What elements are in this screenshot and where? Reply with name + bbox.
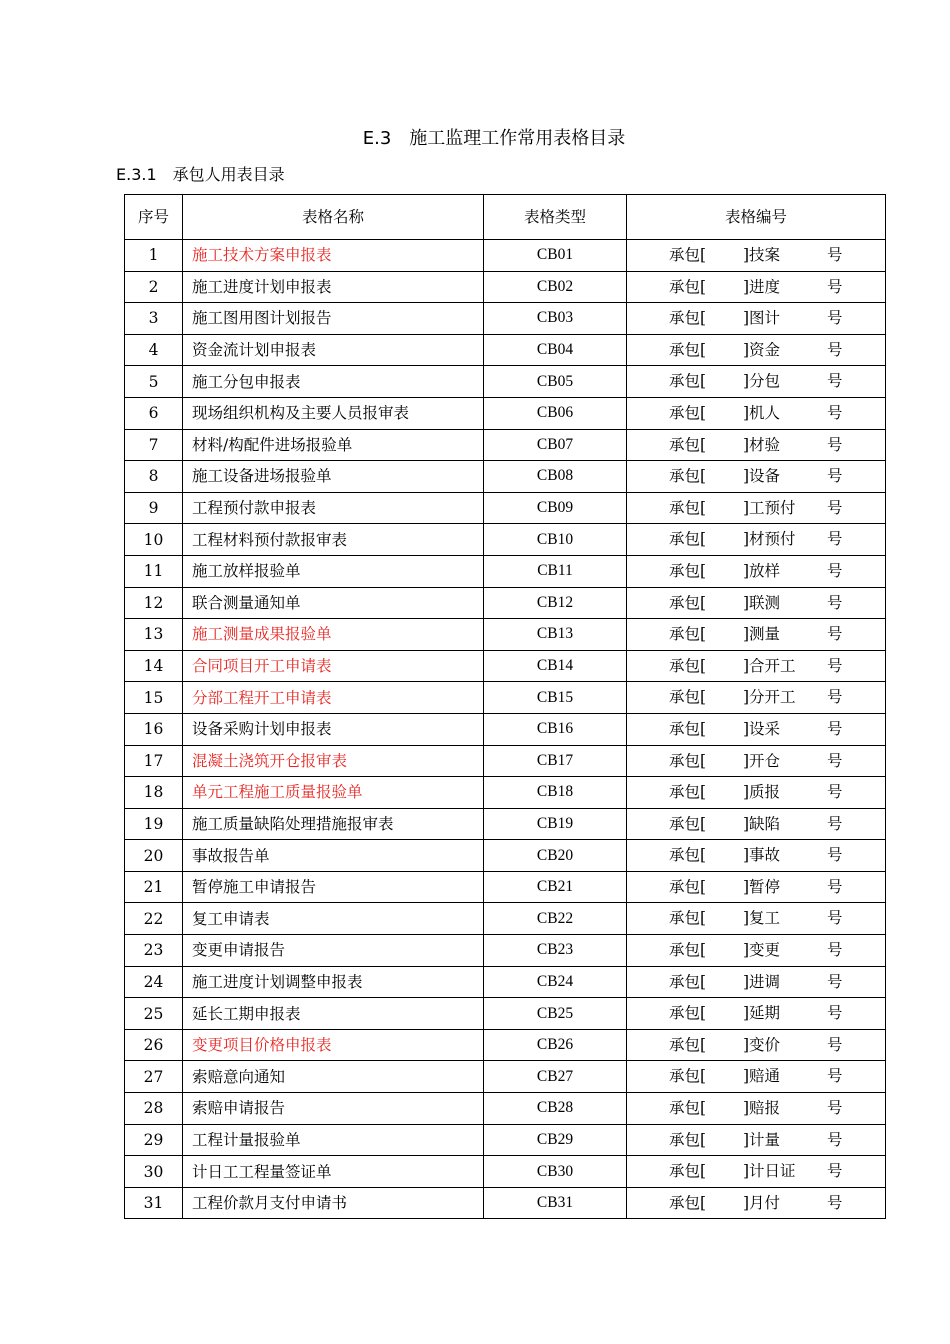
table-row [125, 713, 886, 745]
table-row [125, 271, 886, 303]
row-form-code [627, 1156, 886, 1188]
row-form-type: CB03 [484, 303, 627, 335]
table-row [125, 1156, 886, 1188]
row-form-name: 设备采购计划申报表 [183, 713, 484, 745]
code-abbreviation: ]变价 [743, 1035, 781, 1054]
row-serial: 16 [125, 713, 183, 745]
code-number-mark: 号 [827, 719, 843, 738]
row-serial: 4 [125, 334, 183, 366]
code-abbreviation: ]设采 [743, 719, 781, 738]
code-abbreviation: ]赔通 [743, 1067, 781, 1086]
code-prefix: 承包[ [669, 372, 707, 391]
row-form-type: CB16 [484, 713, 627, 745]
row-form-name: 联合测量通知单 [183, 587, 484, 619]
row-form-name: 施工图用图计划报告 [183, 303, 484, 335]
row-form-name: 资金流计划申报表 [183, 334, 484, 366]
code-number-mark: 号 [827, 277, 843, 296]
row-form-type: CB22 [484, 903, 627, 935]
row-form-type: CB10 [484, 524, 627, 556]
row-serial: 10 [125, 524, 183, 556]
row-form-type: CB17 [484, 745, 627, 777]
code-prefix: 承包[ [669, 309, 707, 328]
row-form-type: CB21 [484, 871, 627, 903]
table-row [125, 555, 886, 587]
row-form-name: 工程计量报验单 [183, 1124, 484, 1156]
code-prefix: 承包[ [669, 1130, 707, 1149]
code-number-mark: 号 [827, 403, 843, 422]
row-form-code [627, 871, 886, 903]
code-abbreviation: ]设备 [743, 467, 781, 486]
table-row [125, 808, 886, 840]
row-form-name: 分部工程开工申请表 [183, 682, 484, 714]
row-form-name: 现场组织机构及主要人员报审表 [183, 397, 484, 429]
row-serial: 26 [125, 1029, 183, 1061]
row-form-code [627, 840, 886, 872]
table-row [125, 240, 886, 272]
code-abbreviation: ]赔报 [743, 1099, 781, 1118]
row-form-type: CB24 [484, 966, 627, 998]
row-serial: 31 [125, 1187, 183, 1219]
row-form-code [627, 808, 886, 840]
header-form-type: 表格类型 [484, 195, 627, 240]
code-number-mark: 号 [827, 1193, 843, 1212]
code-number-mark: 号 [827, 751, 843, 770]
row-form-code [627, 966, 886, 998]
table-row [125, 461, 886, 493]
code-number-mark: 号 [827, 1162, 843, 1181]
row-serial: 15 [125, 682, 183, 714]
row-form-name: 计日工工程量签证单 [183, 1156, 484, 1188]
row-form-code [627, 619, 886, 651]
code-prefix: 承包[ [669, 561, 707, 580]
table-row [125, 682, 886, 714]
table-row [125, 903, 886, 935]
row-form-code [627, 240, 886, 272]
code-number-mark: 号 [827, 783, 843, 802]
row-form-code [627, 334, 886, 366]
table-row [125, 1187, 886, 1219]
row-form-name: 施工技术方案申报表 [183, 240, 484, 272]
row-form-type: CB08 [484, 461, 627, 493]
code-number-mark: 号 [827, 846, 843, 865]
code-prefix: 承包[ [669, 846, 707, 865]
row-form-name: 索赔意向通知 [183, 1061, 484, 1093]
row-form-name: 单元工程施工质量报验单 [183, 777, 484, 809]
row-form-code [627, 903, 886, 935]
row-form-name: 混凝土浇筑开仓报审表 [183, 745, 484, 777]
code-number-mark: 号 [827, 625, 843, 644]
code-abbreviation: ]机人 [743, 403, 781, 422]
header-form-code: 表格编号 [627, 195, 886, 240]
table-row [125, 492, 886, 524]
code-number-mark: 号 [827, 688, 843, 707]
code-abbreviation: ]复工 [743, 909, 781, 928]
row-form-type: CB25 [484, 998, 627, 1030]
table-row [125, 524, 886, 556]
row-serial: 23 [125, 935, 183, 967]
table-row [125, 871, 886, 903]
code-prefix: 承包[ [669, 751, 707, 770]
row-serial: 11 [125, 555, 183, 587]
code-prefix: 承包[ [669, 1193, 707, 1212]
code-number-mark: 号 [827, 561, 843, 580]
table-row [125, 303, 886, 335]
table-row [125, 777, 886, 809]
code-abbreviation: ]进调 [743, 972, 781, 991]
code-number-mark: 号 [827, 467, 843, 486]
row-form-code [627, 366, 886, 398]
code-abbreviation: ]进度 [743, 277, 781, 296]
row-serial: 22 [125, 903, 183, 935]
code-number-mark: 号 [827, 435, 843, 454]
code-number-mark: 号 [827, 941, 843, 960]
row-serial: 20 [125, 840, 183, 872]
code-prefix: 承包[ [669, 719, 707, 738]
code-abbreviation: ]合开工 [743, 656, 796, 675]
row-serial: 13 [125, 619, 183, 651]
row-form-name: 施工放样报验单 [183, 555, 484, 587]
code-number-mark: 号 [827, 309, 843, 328]
row-form-name: 材料/构配件进场报验单 [183, 429, 484, 461]
row-form-name: 施工测量成果报验单 [183, 619, 484, 651]
code-prefix: 承包[ [669, 1099, 707, 1118]
row-form-type: CB13 [484, 619, 627, 651]
row-serial: 3 [125, 303, 183, 335]
row-form-code [627, 555, 886, 587]
table-row [125, 429, 886, 461]
section-subtitle: E.3.1 承包人用表目录 [116, 165, 285, 184]
row-form-name: 复工申请表 [183, 903, 484, 935]
code-abbreviation: ]材验 [743, 435, 781, 454]
row-form-type: CB15 [484, 682, 627, 714]
row-form-code [627, 935, 886, 967]
row-form-type: CB19 [484, 808, 627, 840]
forms-catalog-table [124, 194, 886, 1219]
row-form-name: 合同项目开工申请表 [183, 650, 484, 682]
table-row [125, 397, 886, 429]
row-serial: 24 [125, 966, 183, 998]
code-abbreviation: ]质报 [743, 783, 781, 802]
code-abbreviation: ]延期 [743, 1004, 781, 1023]
row-serial: 2 [125, 271, 183, 303]
row-form-name: 施工进度计划申报表 [183, 271, 484, 303]
code-prefix: 承包[ [669, 403, 707, 422]
code-number-mark: 号 [827, 1067, 843, 1086]
code-abbreviation: ]计量 [743, 1130, 781, 1149]
code-prefix: 承包[ [669, 941, 707, 960]
row-serial: 8 [125, 461, 183, 493]
row-serial: 29 [125, 1124, 183, 1156]
row-form-type: CB20 [484, 840, 627, 872]
code-number-mark: 号 [827, 372, 843, 391]
row-form-code [627, 271, 886, 303]
code-number-mark: 号 [827, 1130, 843, 1149]
row-form-type: CB30 [484, 1156, 627, 1188]
table-row [125, 745, 886, 777]
table-row [125, 998, 886, 1030]
row-form-type: CB07 [484, 429, 627, 461]
code-prefix: 承包[ [669, 467, 707, 486]
row-serial: 12 [125, 587, 183, 619]
row-form-type: CB01 [484, 240, 627, 272]
page-title: E.3 施工监理工作常用表格目录 [362, 128, 626, 149]
code-number-mark: 号 [827, 1035, 843, 1054]
code-prefix: 承包[ [669, 688, 707, 707]
code-prefix: 承包[ [669, 625, 707, 644]
code-number-mark: 号 [827, 340, 843, 359]
row-form-code [627, 397, 886, 429]
row-form-name: 施工进度计划调整申报表 [183, 966, 484, 998]
row-form-name: 暂停施工申请报告 [183, 871, 484, 903]
table-row [125, 1093, 886, 1125]
code-abbreviation: ]开仓 [743, 751, 781, 770]
row-form-type: CB31 [484, 1187, 627, 1219]
code-number-mark: 号 [827, 909, 843, 928]
row-serial: 5 [125, 366, 183, 398]
code-number-mark: 号 [827, 877, 843, 896]
header-form-name: 表格名称 [183, 195, 484, 240]
row-form-name: 施工分包申报表 [183, 366, 484, 398]
row-form-type: CB04 [484, 334, 627, 366]
table-row [125, 1124, 886, 1156]
row-form-type: CB11 [484, 555, 627, 587]
row-form-name: 工程价款月支付申请书 [183, 1187, 484, 1219]
code-number-mark: 号 [827, 1004, 843, 1023]
row-form-type: CB09 [484, 492, 627, 524]
row-form-name: 延长工期申报表 [183, 998, 484, 1030]
row-serial: 27 [125, 1061, 183, 1093]
row-serial: 1 [125, 240, 183, 272]
code-prefix: 承包[ [669, 877, 707, 896]
header-serial: 序号 [125, 195, 183, 240]
code-number-mark: 号 [827, 593, 843, 612]
code-abbreviation: ]缺陷 [743, 814, 781, 833]
code-abbreviation: ]变更 [743, 941, 781, 960]
table-header-row [125, 195, 886, 240]
row-form-code [627, 1093, 886, 1125]
row-form-code [627, 492, 886, 524]
row-form-code [627, 429, 886, 461]
row-form-code [627, 713, 886, 745]
row-form-code [627, 998, 886, 1030]
row-form-code [627, 461, 886, 493]
row-serial: 25 [125, 998, 183, 1030]
row-serial: 9 [125, 492, 183, 524]
row-form-type: CB18 [484, 777, 627, 809]
row-form-type: CB27 [484, 1061, 627, 1093]
table-row [125, 366, 886, 398]
row-form-type: CB06 [484, 397, 627, 429]
row-form-code [627, 1187, 886, 1219]
code-number-mark: 号 [827, 530, 843, 549]
table-row [125, 1029, 886, 1061]
code-abbreviation: ]工预付 [743, 498, 796, 517]
row-form-code [627, 777, 886, 809]
code-prefix: 承包[ [669, 1035, 707, 1054]
code-number-mark: 号 [827, 972, 843, 991]
code-number-mark: 号 [827, 1099, 843, 1118]
code-prefix: 承包[ [669, 783, 707, 802]
row-form-code [627, 1029, 886, 1061]
row-serial: 7 [125, 429, 183, 461]
code-abbreviation: ]联测 [743, 593, 781, 612]
code-abbreviation: ]暂停 [743, 877, 781, 896]
row-form-type: CB02 [484, 271, 627, 303]
row-form-name: 索赔申请报告 [183, 1093, 484, 1125]
code-prefix: 承包[ [669, 656, 707, 675]
row-form-type: CB23 [484, 935, 627, 967]
code-prefix: 承包[ [669, 435, 707, 454]
row-form-code [627, 303, 886, 335]
code-number-mark: 号 [827, 814, 843, 833]
code-prefix: 承包[ [669, 814, 707, 833]
row-serial: 21 [125, 871, 183, 903]
code-abbreviation: ]放样 [743, 561, 781, 580]
code-prefix: 承包[ [669, 1004, 707, 1023]
row-form-type: CB12 [484, 587, 627, 619]
row-serial: 17 [125, 745, 183, 777]
row-form-type: CB05 [484, 366, 627, 398]
code-prefix: 承包[ [669, 1067, 707, 1086]
code-prefix: 承包[ [669, 1162, 707, 1181]
code-abbreviation: ]测量 [743, 625, 781, 644]
row-form-name: 事故报告单 [183, 840, 484, 872]
code-prefix: 承包[ [669, 246, 707, 264]
table-row [125, 334, 886, 366]
code-prefix: 承包[ [669, 277, 707, 296]
row-form-name: 工程材料预付款报审表 [183, 524, 484, 556]
row-serial: 14 [125, 650, 183, 682]
row-form-type: CB28 [484, 1093, 627, 1125]
code-prefix: 承包[ [669, 530, 707, 549]
table-row [125, 840, 886, 872]
table-row [125, 1061, 886, 1093]
row-form-type: CB29 [484, 1124, 627, 1156]
code-number-mark: 号 [827, 656, 843, 675]
row-form-type: CB26 [484, 1029, 627, 1061]
row-form-name: 变更申请报告 [183, 935, 484, 967]
row-serial: 30 [125, 1156, 183, 1188]
code-abbreviation: ]资金 [743, 340, 781, 359]
row-form-name: 工程预付款申报表 [183, 492, 484, 524]
code-abbreviation: ]技案 [743, 246, 781, 264]
code-number-mark: 号 [827, 246, 843, 264]
code-abbreviation: ]月付 [743, 1193, 781, 1212]
table-row [125, 935, 886, 967]
row-serial: 19 [125, 808, 183, 840]
code-prefix: 承包[ [669, 593, 707, 612]
table-row [125, 619, 886, 651]
table-row [125, 650, 886, 682]
code-abbreviation: ]图计 [743, 309, 781, 328]
code-prefix: 承包[ [669, 972, 707, 991]
row-form-code [627, 587, 886, 619]
code-abbreviation: ]事故 [743, 846, 781, 865]
row-serial: 28 [125, 1093, 183, 1125]
code-abbreviation: ]计日证 [743, 1162, 796, 1181]
code-prefix: 承包[ [669, 340, 707, 359]
table-row [125, 587, 886, 619]
row-form-code [627, 745, 886, 777]
row-form-name: 施工设备进场报验单 [183, 461, 484, 493]
code-abbreviation: ]分包 [743, 372, 781, 391]
row-form-code [627, 1124, 886, 1156]
row-form-code [627, 682, 886, 714]
code-prefix: 承包[ [669, 909, 707, 928]
table-row [125, 966, 886, 998]
row-serial: 18 [125, 777, 183, 809]
code-abbreviation: ]分开工 [743, 688, 796, 707]
row-form-code [627, 650, 886, 682]
row-form-type: CB14 [484, 650, 627, 682]
code-number-mark: 号 [827, 498, 843, 517]
code-prefix: 承包[ [669, 498, 707, 517]
row-form-name: 施工质量缺陷处理措施报审表 [183, 808, 484, 840]
row-form-code [627, 524, 886, 556]
code-abbreviation: ]材预付 [743, 530, 796, 549]
row-serial: 6 [125, 397, 183, 429]
row-form-name: 变更项目价格申报表 [183, 1029, 484, 1061]
row-form-code [627, 1061, 886, 1093]
